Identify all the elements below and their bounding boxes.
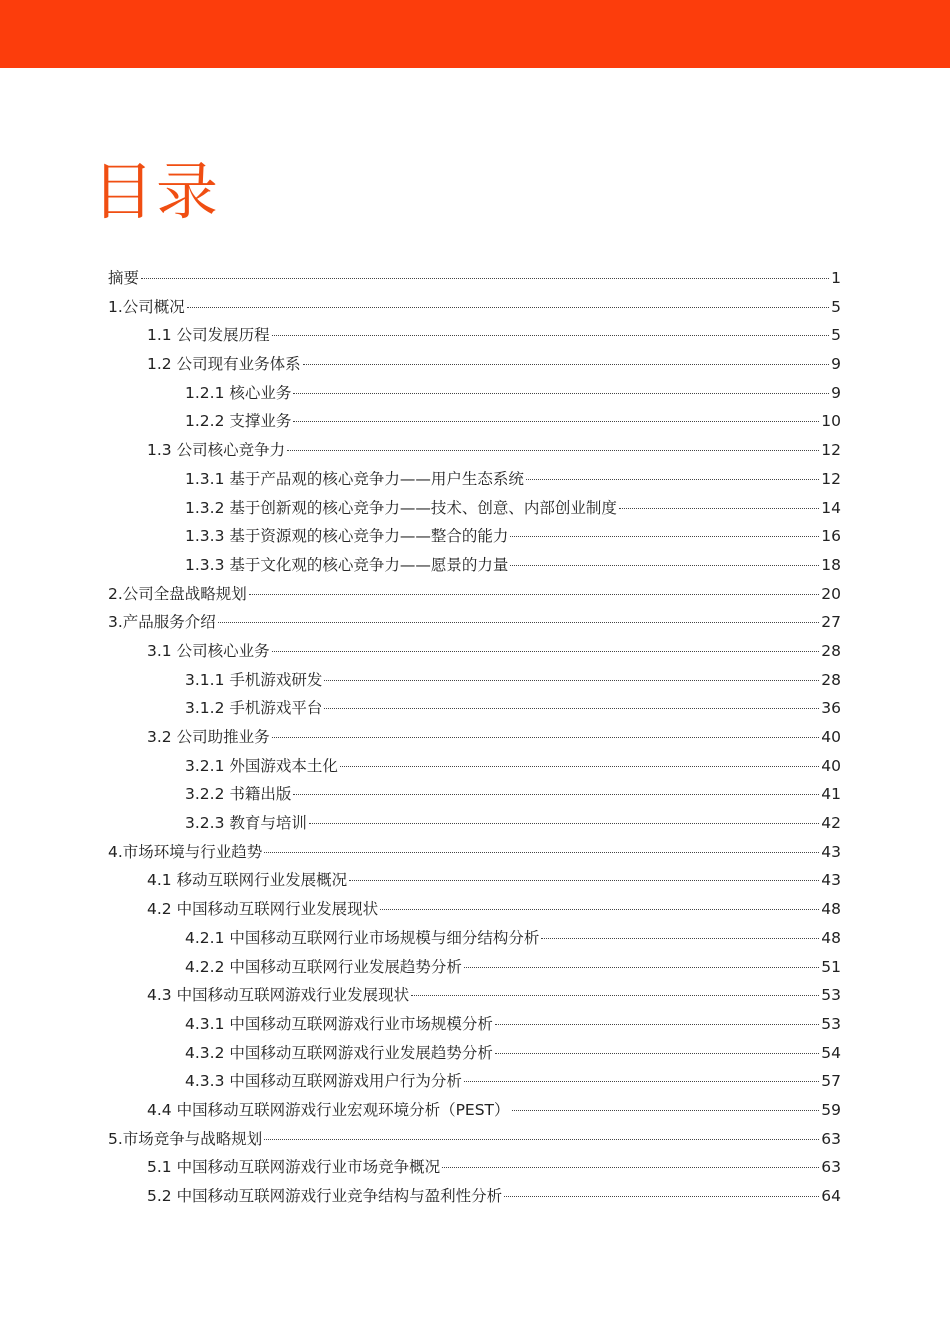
toc-leader-dots xyxy=(272,651,820,652)
toc-entry-page: 51 xyxy=(821,957,841,976)
toc-entry[interactable] xyxy=(108,924,841,953)
toc-entry-page: 48 xyxy=(821,928,841,947)
toc-entry-page: 18 xyxy=(821,555,841,574)
toc-entry-label: 4.4 中国移动互联网游戏行业宏观环境分析（PEST） xyxy=(147,1100,510,1119)
toc-entry-label: 4.3 中国移动互联网游戏行业发展现状 xyxy=(147,986,410,1005)
table-of-contents xyxy=(108,264,841,1211)
toc-entry-page: 5 xyxy=(831,326,841,345)
toc-entry[interactable] xyxy=(108,809,841,838)
toc-entry[interactable] xyxy=(108,522,841,551)
toc-entry-page: 16 xyxy=(821,527,841,546)
toc-entry[interactable] xyxy=(108,1067,841,1096)
toc-entry-label: 3.2.1 外国游戏本土化 xyxy=(185,756,338,775)
toc-leader-dots xyxy=(619,508,819,509)
toc-entry[interactable] xyxy=(108,953,841,982)
toc-leader-dots xyxy=(264,852,819,853)
toc-entry-page: 59 xyxy=(821,1100,841,1119)
toc-entry-page: 12 xyxy=(821,441,841,460)
toc-entry-page: 40 xyxy=(821,728,841,746)
toc-leader-dots xyxy=(504,1196,819,1197)
toc-entry-label: 3.2.2 书籍出版 xyxy=(185,785,292,804)
toc-leader-dots xyxy=(293,794,819,795)
toc-entry-label: 1.3.1 基于产品观的核心竞争力——用户生态系统 xyxy=(185,469,524,488)
toc-entry-label: 3.2.3 教育与培训 xyxy=(185,814,307,833)
toc-leader-dots xyxy=(495,1024,819,1025)
toc-entry[interactable] xyxy=(108,1125,841,1154)
toc-entry-label: 5.2 中国移动互联网游戏行业竞争结构与盈利性分析 xyxy=(147,1187,503,1205)
toc-entry[interactable] xyxy=(108,350,841,379)
toc-entry-label: 1.公司概况 xyxy=(108,297,185,316)
toc-leader-dots xyxy=(512,1110,820,1111)
toc-entry-label: 4.3.2 中国移动互联网游戏行业发展趋势分析 xyxy=(185,1043,493,1062)
toc-leader-dots xyxy=(541,938,819,939)
toc-leader-dots xyxy=(510,536,819,537)
page-title: 目录 xyxy=(92,155,221,228)
toc-leader-dots xyxy=(218,622,819,623)
toc-entry-label: 1.2.2 支撑业务 xyxy=(185,412,292,431)
toc-leader-dots xyxy=(349,880,819,881)
toc-entry-label: 4.2.2 中国移动互联网行业发展趋势分析 xyxy=(185,957,462,976)
toc-entry-page: 53 xyxy=(821,1014,841,1033)
toc-entry-page: 27 xyxy=(821,613,841,632)
toc-leader-dots xyxy=(324,680,819,681)
toc-entry[interactable] xyxy=(108,981,841,1010)
toc-entry-page: 48 xyxy=(821,900,841,919)
toc-entry-label: 摘要 xyxy=(108,269,140,287)
toc-entry-page: 53 xyxy=(821,986,841,1005)
toc-leader-dots xyxy=(340,766,819,767)
toc-entry[interactable] xyxy=(108,1096,841,1125)
toc-entry-label: 1.3.3 基于文化观的核心竞争力——愿景的力量 xyxy=(185,555,509,574)
toc-entry-page: 28 xyxy=(821,670,841,689)
toc-entry-label: 1.3.3 基于资源观的核心竞争力——整合的能力 xyxy=(185,527,509,546)
toc-entry[interactable] xyxy=(108,723,841,752)
toc-leader-dots xyxy=(187,307,829,308)
toc-entry-label: 4.市场环境与行业趋势 xyxy=(108,842,263,861)
toc-entry-page: 57 xyxy=(821,1072,841,1091)
toc-entry-page: 10 xyxy=(821,412,841,431)
toc-entry-page: 40 xyxy=(821,756,841,775)
toc-entry-page: 42 xyxy=(821,814,841,833)
toc-leader-dots xyxy=(464,967,819,968)
toc-entry[interactable] xyxy=(108,866,841,895)
toc-entry-label: 4.2 中国移动互联网行业发展现状 xyxy=(147,900,379,919)
toc-leader-dots xyxy=(287,450,819,451)
toc-entry-label: 2.公司全盘战略规划 xyxy=(108,584,247,603)
toc-leader-dots xyxy=(510,565,819,566)
toc-entry-page: 9 xyxy=(831,355,841,374)
toc-entry-page: 1 xyxy=(831,269,841,287)
toc-entry-label: 3.产品服务介绍 xyxy=(108,613,216,632)
toc-leader-dots xyxy=(495,1053,819,1054)
toc-entry-label: 3.1.1 手机游戏研发 xyxy=(185,670,323,689)
toc-leader-dots xyxy=(272,335,830,336)
toc-entry[interactable] xyxy=(108,608,841,637)
toc-entry-page: 54 xyxy=(821,1043,841,1062)
toc-entry[interactable] xyxy=(108,895,841,924)
toc-entry[interactable] xyxy=(108,465,841,494)
toc-entry-label: 4.1 移动互联网行业发展概况 xyxy=(147,871,348,890)
toc-entry-label: 4.2.1 中国移动互联网行业市场规模与细分结构分析 xyxy=(185,928,540,947)
toc-entry[interactable] xyxy=(108,580,841,609)
toc-entry-label: 1.2.1 核心业务 xyxy=(185,383,292,402)
toc-entry-label: 1.1 公司发展历程 xyxy=(147,326,270,345)
toc-entry[interactable] xyxy=(108,321,841,350)
toc-entry-page: 5 xyxy=(831,297,841,316)
toc-leader-dots xyxy=(442,1167,819,1168)
toc-entry-label: 1.2 公司现有业务体系 xyxy=(147,355,301,374)
toc-entry-page: 43 xyxy=(821,842,841,861)
toc-entry[interactable] xyxy=(108,1153,841,1182)
toc-entry-label: 1.3.2 基于创新观的核心竞争力——技术、创意、内部创业制度 xyxy=(185,498,617,517)
toc-entry[interactable] xyxy=(108,752,841,781)
toc-entry-page: 36 xyxy=(821,699,841,718)
toc-leader-dots xyxy=(264,1139,819,1140)
toc-leader-dots xyxy=(272,737,820,738)
toc-leader-dots xyxy=(293,393,829,394)
toc-leader-dots xyxy=(293,421,819,422)
toc-entry[interactable] xyxy=(108,780,841,809)
toc-entry-page: 63 xyxy=(821,1129,841,1148)
toc-entry[interactable] xyxy=(108,293,841,322)
toc-leader-dots xyxy=(303,364,830,365)
toc-entry[interactable] xyxy=(108,551,841,580)
toc-entry[interactable] xyxy=(108,1039,841,1068)
toc-leader-dots xyxy=(249,594,819,595)
toc-entry-page: 28 xyxy=(821,641,841,660)
toc-leader-dots xyxy=(324,708,819,709)
toc-entry-page: 9 xyxy=(831,383,841,402)
toc-entry-label: 5.市场竞争与战略规划 xyxy=(108,1129,263,1148)
toc-leader-dots xyxy=(141,278,829,279)
toc-entry-label: 3.1 公司核心业务 xyxy=(147,641,270,660)
toc-entry-label: 4.3.3 中国移动互联网游戏用户行为分析 xyxy=(185,1072,462,1091)
toc-entry-page: 63 xyxy=(821,1158,841,1177)
toc-entry[interactable] xyxy=(108,637,841,666)
toc-entry[interactable] xyxy=(108,694,841,723)
toc-entry-page: 12 xyxy=(821,469,841,488)
toc-entry-page: 43 xyxy=(821,871,841,890)
toc-leader-dots xyxy=(411,995,819,996)
toc-entry[interactable] xyxy=(108,494,841,523)
toc-leader-dots xyxy=(309,823,819,824)
toc-leader-dots xyxy=(380,909,819,910)
toc-entry[interactable] xyxy=(108,1182,841,1211)
toc-entry-label: 5.1 中国移动互联网游戏行业市场竞争概况 xyxy=(147,1158,441,1177)
toc-entry[interactable] xyxy=(108,666,841,695)
toc-leader-dots xyxy=(464,1081,819,1082)
toc-entry-page: 64 xyxy=(821,1187,841,1205)
toc-leader-dots xyxy=(526,479,819,480)
toc-entry[interactable] xyxy=(108,379,841,408)
toc-entry-label: 3.2 公司助推业务 xyxy=(147,728,270,746)
toc-entry-label: 1.3 公司核心竞争力 xyxy=(147,441,286,460)
toc-entry[interactable] xyxy=(108,436,841,465)
toc-entry[interactable] xyxy=(108,1010,841,1039)
toc-entry-label: 3.1.2 手机游戏平台 xyxy=(185,699,323,718)
toc-entry-page: 20 xyxy=(821,584,841,603)
toc-entry-page: 41 xyxy=(821,785,841,804)
toc-entry[interactable] xyxy=(108,838,841,867)
toc-entry-page: 14 xyxy=(821,498,841,517)
toc-entry[interactable] xyxy=(108,264,841,293)
toc-entry-label: 4.3.1 中国移动互联网游戏行业市场规模分析 xyxy=(185,1014,493,1033)
header-bar xyxy=(0,0,950,68)
toc-entry[interactable] xyxy=(108,407,841,436)
